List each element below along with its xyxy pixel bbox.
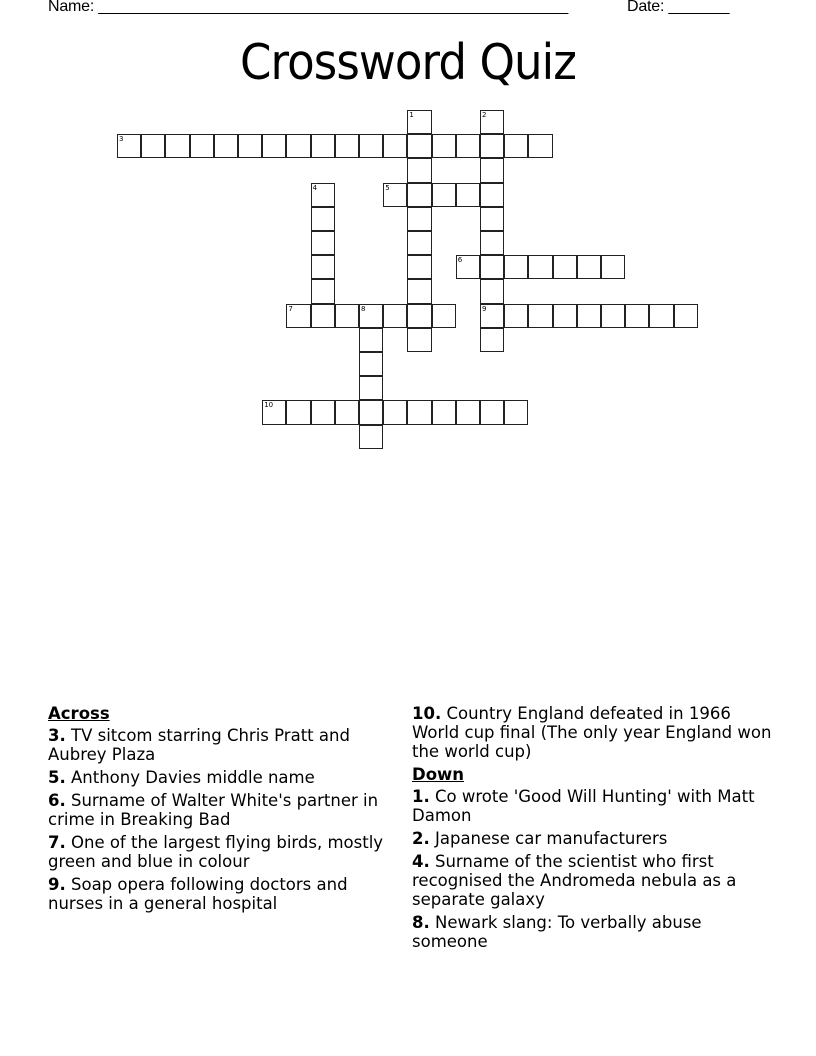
- grid-cell[interactable]: [141, 134, 165, 158]
- grid-cell[interactable]: [432, 400, 456, 424]
- grid-cell[interactable]: [456, 400, 480, 424]
- grid-cell[interactable]: [262, 400, 286, 424]
- grid-cell[interactable]: [504, 304, 528, 328]
- grid-cell[interactable]: [674, 304, 698, 328]
- across-heading: Across: [48, 704, 110, 723]
- grid-cell[interactable]: [311, 207, 335, 231]
- grid-cell[interactable]: [335, 134, 359, 158]
- grid-cell[interactable]: [286, 134, 310, 158]
- grid-cell[interactable]: [480, 304, 504, 328]
- grid-cell[interactable]: [359, 352, 383, 376]
- grid-cell[interactable]: [480, 328, 504, 352]
- grid-cell[interactable]: [407, 134, 431, 158]
- clue-number: 6: [457, 256, 463, 265]
- grid-cell[interactable]: [407, 279, 431, 303]
- grid-cell[interactable]: [432, 183, 456, 207]
- clue-number: 5: [385, 183, 390, 192]
- date-field-label: Date: _______: [627, 0, 730, 15]
- page-title: Crossword Quiz: [239, 34, 577, 91]
- grid-cell[interactable]: [553, 304, 577, 328]
- clue-number: 4: [312, 183, 318, 192]
- grid-cell[interactable]: [335, 304, 359, 328]
- grid-cell[interactable]: [359, 134, 383, 158]
- grid-cell[interactable]: [504, 255, 528, 279]
- grid-cell[interactable]: [601, 255, 625, 279]
- grid-cell[interactable]: [311, 279, 335, 303]
- grid-cell[interactable]: [480, 110, 504, 134]
- grid-cell[interactable]: [286, 304, 310, 328]
- grid-cell[interactable]: [335, 400, 359, 424]
- clue-number: 2: [482, 111, 487, 119]
- grid-cell[interactable]: [480, 183, 504, 207]
- grid-cell[interactable]: [165, 134, 189, 158]
- grid-cell[interactable]: [214, 134, 238, 158]
- grid-cell[interactable]: [456, 183, 480, 207]
- grid-cell[interactable]: [649, 304, 673, 328]
- grid-cell[interactable]: [577, 255, 601, 279]
- grid-cell[interactable]: [456, 255, 480, 279]
- clue-across-6: 6. Surname of Walter White's partner in crime in Breaking Bad: [48, 791, 379, 829]
- clue-number: 10: [264, 401, 274, 410]
- grid-cell[interactable]: [286, 400, 310, 424]
- grid-cell[interactable]: [407, 304, 431, 328]
- down-heading: Down: [412, 765, 465, 784]
- grid-cell[interactable]: [480, 279, 504, 303]
- clue-down-8: 8. Newark slang: To verbally abuse someone: [412, 913, 702, 951]
- grid-cell[interactable]: [407, 400, 431, 424]
- grid-cell[interactable]: [262, 134, 286, 158]
- grid-cell[interactable]: [407, 231, 431, 255]
- grid-cell[interactable]: [359, 304, 383, 328]
- grid-cell[interactable]: [480, 231, 504, 255]
- grid-cell[interactable]: [407, 183, 431, 207]
- grid-cell[interactable]: [480, 158, 504, 182]
- clue-across-5: 5. Anthony Davies middle name: [48, 768, 315, 787]
- grid-cell[interactable]: [407, 255, 431, 279]
- grid-cell[interactable]: [359, 400, 383, 424]
- grid-cell[interactable]: [359, 376, 383, 400]
- grid-cell[interactable]: [359, 328, 383, 352]
- grid-cell[interactable]: [504, 134, 528, 158]
- grid-cell[interactable]: [407, 158, 431, 182]
- clue-across-3: 3. TV sitcom starring Chris Pratt and Aubrey Plaza: [48, 726, 350, 764]
- clue-number: 7: [288, 304, 293, 313]
- grid-cell[interactable]: [577, 304, 601, 328]
- across-clues: [48, 704, 398, 917]
- grid-cell[interactable]: [528, 255, 552, 279]
- grid-cell[interactable]: [190, 134, 214, 158]
- grid-cell[interactable]: [383, 304, 407, 328]
- grid-cell[interactable]: [528, 134, 552, 158]
- grid-cell[interactable]: [504, 400, 528, 424]
- clue-number: 8: [361, 304, 366, 313]
- grid-cell[interactable]: [432, 134, 456, 158]
- clue-across-10: 10. Country England defeated in 1966 World cup final (The only year England won the world cup): [412, 704, 772, 761]
- grid-cell[interactable]: [480, 207, 504, 231]
- grid-cell[interactable]: [383, 134, 407, 158]
- grid-cell[interactable]: [117, 134, 141, 158]
- grid-cell[interactable]: [311, 400, 335, 424]
- grid-cell[interactable]: [311, 183, 335, 207]
- grid-cell[interactable]: [311, 255, 335, 279]
- grid-cell[interactable]: [238, 134, 262, 158]
- grid-cell[interactable]: [311, 134, 335, 158]
- grid-cell[interactable]: [407, 110, 431, 134]
- clue-number: 3: [119, 135, 124, 144]
- clue-across-9: 9. Soap opera following doctors and nurses in a general hospital: [48, 875, 348, 913]
- grid-cell[interactable]: [456, 134, 480, 158]
- clue-down-4: 4. Surname of the scientist who first recognised the Andromeda nebula as a separate galaxy: [412, 852, 737, 909]
- clue-across-7: 7. One of the largest flying birds, mostly green and blue in colour: [48, 833, 384, 871]
- grid-cell[interactable]: [528, 304, 552, 328]
- name-field-label: Name: ______________________________________________________: [48, 0, 569, 15]
- grid-cell[interactable]: [432, 304, 456, 328]
- grid-cell[interactable]: [311, 231, 335, 255]
- grid-cell[interactable]: [480, 134, 504, 158]
- grid-cell[interactable]: [480, 400, 504, 424]
- right-clues-column: [412, 704, 772, 955]
- grid-cell[interactable]: [553, 255, 577, 279]
- clue-down-2: 2. Japanese car manufacturers: [412, 829, 668, 848]
- clue-number: 1: [409, 111, 414, 119]
- grid-cell[interactable]: [311, 304, 335, 328]
- grid-cell[interactable]: [601, 304, 625, 328]
- grid-cell[interactable]: [407, 207, 431, 231]
- grid-cell[interactable]: [383, 400, 407, 424]
- grid-cell[interactable]: [407, 328, 431, 352]
- grid-cell[interactable]: [480, 255, 504, 279]
- clue-down-1: 1. Co wrote 'Good Will Hunting' with Matt Damon: [412, 787, 755, 825]
- clue-number: 9: [482, 304, 487, 313]
- grid-cell[interactable]: [625, 304, 649, 328]
- grid-cell[interactable]: [383, 183, 407, 207]
- grid-cell[interactable]: [359, 425, 383, 449]
